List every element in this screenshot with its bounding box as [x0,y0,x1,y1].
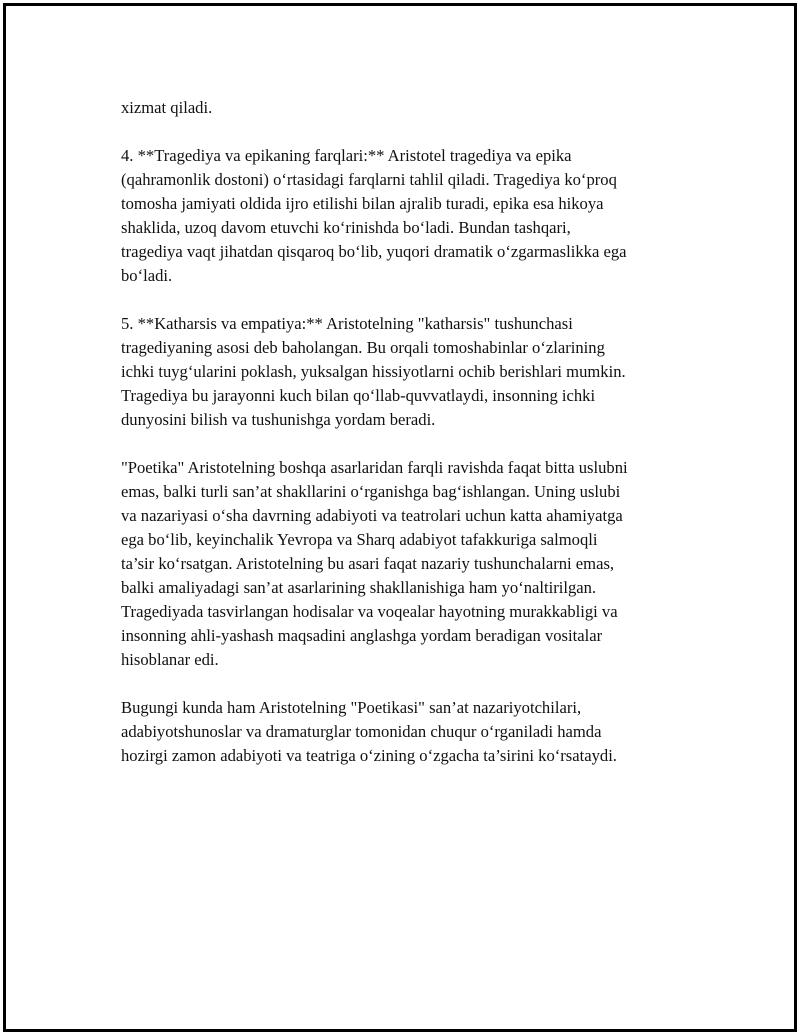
paragraph-continuation [121,96,706,120]
document-body [121,96,706,792]
text-line: xizmat qiladi. [121,98,213,117]
text-line: 5. **Katharsis va empatiya:** Aristotelning "katharsis" tushunchasi [121,314,573,333]
text-line: va nazariyasi oʻsha davrning adabiyoti va teatrolari uchun katta ahamiyatga [121,506,623,525]
paragraph-poetika [121,456,706,672]
text-line: ichki tuygʻularini poklash, yuksalgan hissiyotlarni ochib berishlari mumkin. [121,362,626,381]
text-line: emas, balki turli san’at shakllarini oʻrganishga bagʻishlangan. Uning uslubi [121,482,621,501]
text-line: adabiyotshunoslar va dramaturglar tomonidan chuqur oʻrganiladi hamda [121,722,602,741]
text-line: Bugungi kunda ham Aristotelning "Poetikasi" san’at nazariyotchilari, [121,698,582,717]
page-frame [3,3,797,1032]
text-line: tragediyaning asosi deb baholangan. Bu orqali tomoshabinlar oʻzlarining [121,338,605,357]
text-line: 4. **Tragediya va epikaning farqlari:** Aristotel tragediya va epika [121,146,572,165]
text-line: balki amaliyadagi san’at asarlarining shakllanishiga ham yoʻnaltirilgan. [121,578,597,597]
text-line: hozirgi zamon adabiyoti va teatriga oʻzining oʻzgacha ta’sirini koʻrsataydi. [121,746,617,765]
text-line: boʻladi. [121,266,173,285]
text-line: tragediya vaqt jihatdan qisqaroq boʻlib, yuqori dramatik oʻzgarmaslikka ega [121,242,627,261]
text-line: "Poetika" Aristotelning boshqa asarlaridan farqli ravishda faqat bitta uslubni [121,458,628,477]
paragraph-conclusion [121,696,706,768]
text-line: Tragediyada tasvirlangan hodisalar va voqealar hayotning murakkabligi va [121,602,618,621]
paragraph-point-5 [121,312,706,432]
text-line: tomosha jamiyati oldida ijro etilishi bilan ajralib turadi, epika esa hikoya [121,194,604,213]
text-line: dunyosini bilish va tushunishga yordam beradi. [121,410,436,429]
text-line: ega boʻlib, keyinchalik Yevropa va Sharq adabiyot tafakkuriga salmoqli [121,530,598,549]
text-line: shaklida, uzoq davom etuvchi koʻrinishda boʻladi. Bundan tashqari, [121,218,571,237]
text-line: hisoblanar edi. [121,650,219,669]
text-line: Tragediya bu jarayonni kuch bilan qoʻllab-quvvatlaydi, insonning ichki [121,386,596,405]
paragraph-point-4 [121,144,706,288]
text-line: ta’sir koʻrsatgan. Aristotelning bu asari faqat nazariy tushunchalarni emas, [121,554,615,573]
text-line: (qahramonlik dostoni) oʻrtasidagi farqlarni tahlil qiladi. Tragediya koʻproq [121,170,617,189]
text-line: insonning ahli-yashash maqsadini anglashga yordam beradigan vositalar [121,626,603,645]
